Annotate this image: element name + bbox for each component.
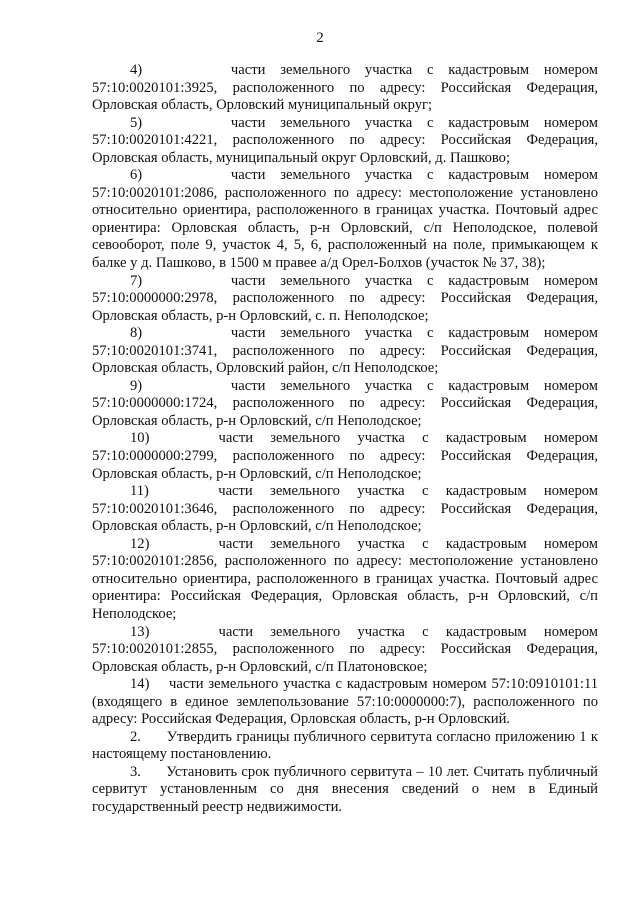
list-item-7: 7) части земельного участка с кадастровым номером 57:10:0000000:2978, расположенного по адресу: Российская Федерация, Орловская область, р-н Орловский, с. п. Неполодское; — [92, 272, 598, 324]
clause-3: 3. Установить срок публичного сервитута – 10 лет. Считать публичный сервитут установленным со дня внесения сведений о нем в Единый государственный реестр недвижимости. — [92, 763, 598, 815]
list-item-12: 12) части земельного участка с кадастровым номером 57:10:0020101:2856, расположенного по адресу: местоположение установлено относительно ориентира, расположенного в границах участка. Почтовый адрес ориентира: Российская Федерация, Орловская область, р-н Орловский, с/п Неполодское; — [92, 535, 598, 622]
list-item-8: 8) части земельного участка с кадастровым номером 57:10:0020101:3741, расположенного по адресу: Российская Федерация, Орловская область, Орловский район, с/п Неполодское; — [92, 325, 598, 377]
list-item-11: 11) части земельного участка с кадастровым номером 57:10:0020101:3646, расположенного по адресу: Российская Федерация, Орловская область, р-н Орловский, с/п Неполодское; — [92, 483, 598, 535]
list-item-14: 14) части земельного участка с кадастровым номером 57:10:0910101:11 (входящего в единое землепользование 57:10:0000000:7), расположенного по адресу: Российская Федерация, Орловская область, р-н Орловский. — [92, 676, 598, 728]
clause-2: 2. Утвердить границы публичного сервитута согласно приложению 1 к настоящему постановлению. — [92, 728, 598, 763]
page-number: 2 — [316, 30, 324, 46]
list-item-9: 9) части земельного участка с кадастровым номером 57:10:0000000:1724, расположенного по адресу: Российская Федерация, Орловская область, р-н Орловский, с/п Неполодское; — [92, 377, 598, 429]
list-item-10: 10) части земельного участка с кадастровым номером 57:10:0000000:2799, расположенного по адресу: Российская Федерация, Орловская область, р-н Орловский, с/п Неполодское; — [92, 430, 598, 482]
list-item-4: 4) части земельного участка с кадастровым номером 57:10:0020101:3925, расположенного по адресу: Российская Федерация, Орловская область, Орловский муниципальный округ; — [92, 62, 598, 114]
list-item-6: 6) части земельного участка с кадастровым номером 57:10:0020101:2086, расположенного по адресу: местоположение установлено относительно ориентира, расположенного в границах участка. Почтовый адрес ориентира: Орловская область, р-н Орловский, с/п Неполодское, полевой севооборот, поле 9, участок 4, 5, 6, расположенный на поле, примыкающем к балке у д. Пашково, в 1500 м правее а/д Орел-Болхов (участок № 37, 38); — [92, 167, 598, 272]
document-body — [92, 62, 598, 817]
list-item-13: 13) части земельного участка с кадастровым номером 57:10:0020101:2855, расположенного по адресу: Российская Федерация, Орловская область, р-н Орловский, с/п Платоновское; — [92, 623, 598, 675]
list-item-5: 5) части земельного участка с кадастровым номером 57:10:0020101:4221, расположенного по адресу: Российская Федерация, Орловская область, муниципальный округ Орловский, д. Пашково; — [92, 114, 598, 166]
